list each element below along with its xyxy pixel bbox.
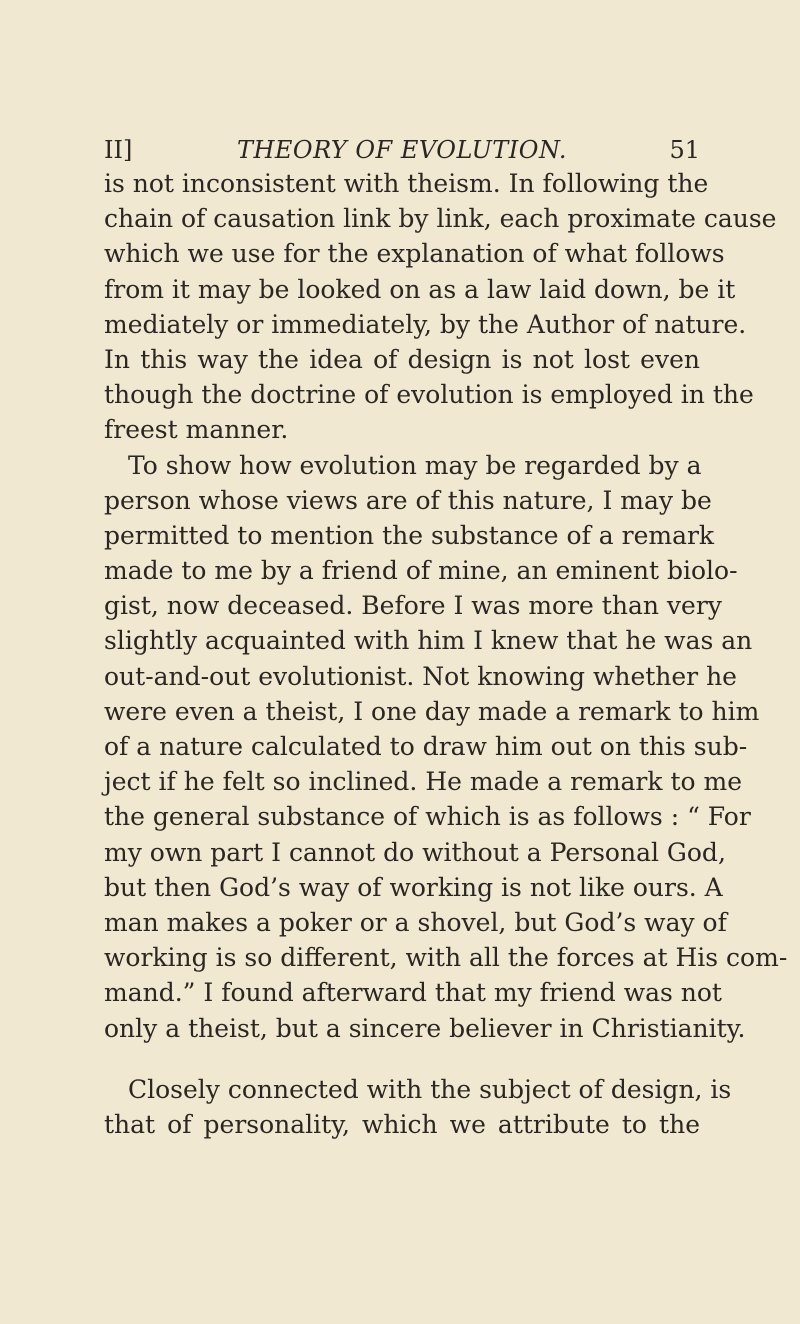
text-line: were even a theist, I one day made a remark to him bbox=[104, 696, 760, 726]
text-line: out-and-out evolutionist. Not knowing whether he bbox=[104, 661, 737, 691]
text-line: made to me by a friend of mine, an eminent biolo- bbox=[104, 556, 738, 586]
text-line: person whose views are of this nature, I may be bbox=[104, 485, 712, 515]
text-line: that of personality, which we attribute to the bbox=[104, 1109, 700, 1139]
text-line: man makes a poker or a shovel, but God’s way of bbox=[104, 907, 727, 937]
text-line: only a theist, but a sincere believer in Christianity. bbox=[104, 1013, 746, 1043]
text-line: To show how evolution may be regarded by a bbox=[128, 450, 702, 480]
text-line: from it may be looked on as a law laid down, be it bbox=[104, 274, 736, 304]
paragraph-2 bbox=[104, 448, 788, 1046]
running-head bbox=[104, 136, 700, 170]
text-line: working is so different, with all the forces at His com- bbox=[104, 943, 788, 973]
text-line: the general substance of which is as follows : “ For bbox=[104, 802, 751, 832]
running-title: THEORY OF EVOLUTION. bbox=[236, 136, 568, 164]
text-line: permitted to mention the substance of a remark bbox=[104, 520, 715, 550]
paragraph-3 bbox=[104, 1072, 732, 1142]
text-line: is not inconsistent with theism. In following the bbox=[104, 169, 709, 198]
text-line: of a nature calculated to draw him out on this sub- bbox=[104, 732, 748, 761]
text-line: ject if he felt so inclined. He made a remark to me bbox=[104, 767, 743, 797]
text-line: In this way the idea of design is not lost even bbox=[104, 344, 700, 374]
text-line: slightly acquainted with him I knew that he was an bbox=[104, 626, 753, 656]
page-number: 51 bbox=[669, 136, 700, 164]
section-break bbox=[104, 1046, 700, 1072]
text-line: my own part I cannot do without a Personal God, bbox=[104, 837, 726, 867]
text-line: Closely connected with the subject of design, is bbox=[128, 1074, 732, 1104]
text-line: gist, now deceased. Before I was more than very bbox=[104, 591, 722, 621]
text-line: chain of causation link by link, each proximate cause bbox=[104, 204, 777, 234]
text-line: mand.” I found afterward that my friend was not bbox=[104, 978, 722, 1008]
chapter-number: II] bbox=[104, 136, 133, 164]
body-text bbox=[104, 166, 788, 1142]
paragraph-1 bbox=[104, 166, 777, 448]
text-line: which we use for the explanation of what follows bbox=[104, 239, 725, 269]
text-line: freest manner. bbox=[104, 415, 289, 445]
text-line: mediately or immediately, by the Author of nature. bbox=[104, 309, 747, 339]
text-line: but then God’s way of working is not like ours. A bbox=[104, 872, 723, 902]
text-line: though the doctrine of evolution is employed in the bbox=[104, 380, 754, 410]
